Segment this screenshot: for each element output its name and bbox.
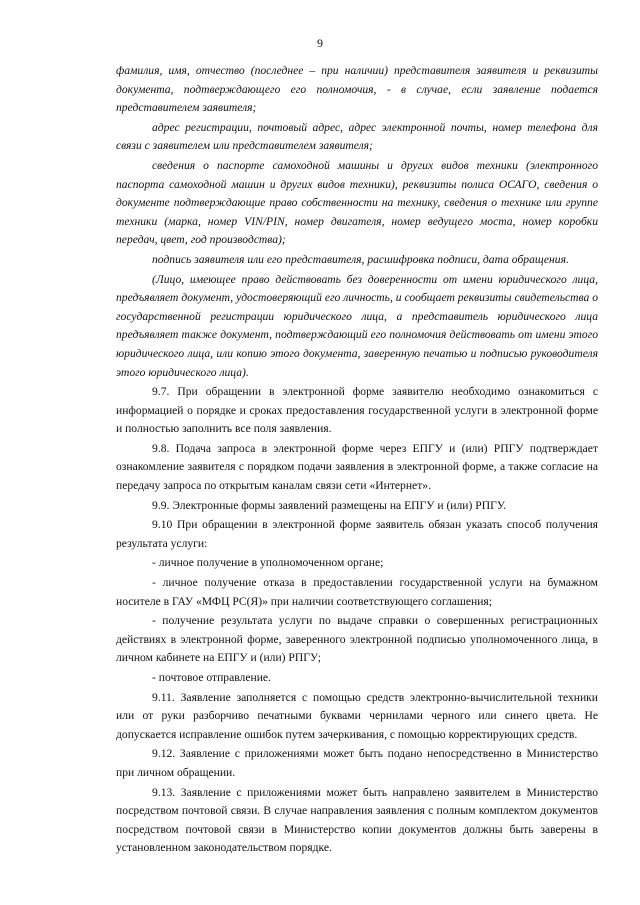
list-item-personal-receipt: - личное получение в уполномоченном органе; xyxy=(152,556,384,570)
contact-details: адрес регистрации, почтовый адрес, адрес электронной почты, номер телефона для связи с заявителем или представителем заявителя; xyxy=(116,120,598,153)
page-number: 9 xyxy=(317,36,323,50)
paragraph-9-13: 9.13. Заявление с приложениями может быть направлено заявителем в Министерство посредством почтовой связи. В случае направления заявления с полным комплектом документов посредством почтовой связи в Министерство копии документов должны быть заверены в установленном законодательством порядке. xyxy=(116,785,598,855)
list-item-electronic-certificate: - получение результата услуги по выдаче справки о совершенных регистрационных действиях в электронной форме, заверенного электронной подписью уполномоченного лица, в личном кабинете на ЕПГУ и (или) РПГУ; xyxy=(116,614,598,665)
paragraph-9-7: 9.7. При обращении в электронной форме заявителю необходимо ознакомиться с информацией о порядке и сроках предоставления государственной услуги в электронной форме и полностью заполнить все поля заявления. xyxy=(116,385,598,436)
legal-entity-note: (Лицо, имеющее право действовать без доверенности от имени юридического лица, предъявляет документ, удостоверяющий его личность, и сообщает реквизиты свидетельства о государственной регистрации юридического лица, а представитель юридического лица предъявляет также документ, подтверждающий его полномочия действовать от имени этого юридического лица, или копию этого документа, заверенную печатью и подписью руководителя этого юридического лица). xyxy=(116,272,598,379)
paragraph-9-10: 9.10 При обращении в электронной форме заявитель обязан указать способ получения результата услуги: xyxy=(116,518,598,550)
list-item-refusal-paper: - личное получение отказа в предоставлении государственной услуги на бумажном носителе в ГАУ «МФЦ РС(Я)» при наличии соответствующего соглашения; xyxy=(116,576,598,608)
document-body xyxy=(116,62,598,859)
signature-details: подпись заявителя или его представителя, расшифровка подписи, дата обращения. xyxy=(152,252,569,266)
vehicle-passport-details: сведения о паспорте самоходной машины и других видов техники (электронного паспорта самоходной машин и других видов техники), реквизиты полиса ОСАГО, сведения о документе подтверждающие право собственности на технику, сведения о технике или группе техники (марка, номер VIN/PIN, номер двигателя, номер ведущего моста, номер коробки передач, цвет, год производства); xyxy=(116,158,598,247)
paragraph-9-12: 9.12. Заявление с приложениями может быть подано непосредственно в Министерство при личном обращении. xyxy=(116,747,598,779)
paragraph-9-9: 9.9. Электронные формы заявлений размещены на ЕПГУ и (или) РПГУ. xyxy=(152,498,506,512)
paragraph-9-8: 9.8. Подача запроса в электронной форме через ЕПГУ и (или) РПГУ подтверждает ознакомление заявителя с порядком подачи заявления в электронной форме, а также согласие на передачу запроса по открытым каналам связи сети «Интернет». xyxy=(116,441,598,493)
list-item-postal: - почтовое отправление. xyxy=(152,671,271,684)
applicant-representative-details: фамилия, имя, отчество (последнее – при наличии) представителя заявителя и реквизиты документа, подтверждающего его полномочия, - в случае, если заявление подается представителем заявителя; xyxy=(116,64,598,115)
paragraph-9-11: 9.11. Заявление заполняется с помощью средств электронно-вычислительной техники или от руки разборчиво печатными буквами чернилами черного или синего цвета. Не допускается исправление ошибок путем зачеркивания, с помощью корректирующих средств. xyxy=(116,690,598,741)
